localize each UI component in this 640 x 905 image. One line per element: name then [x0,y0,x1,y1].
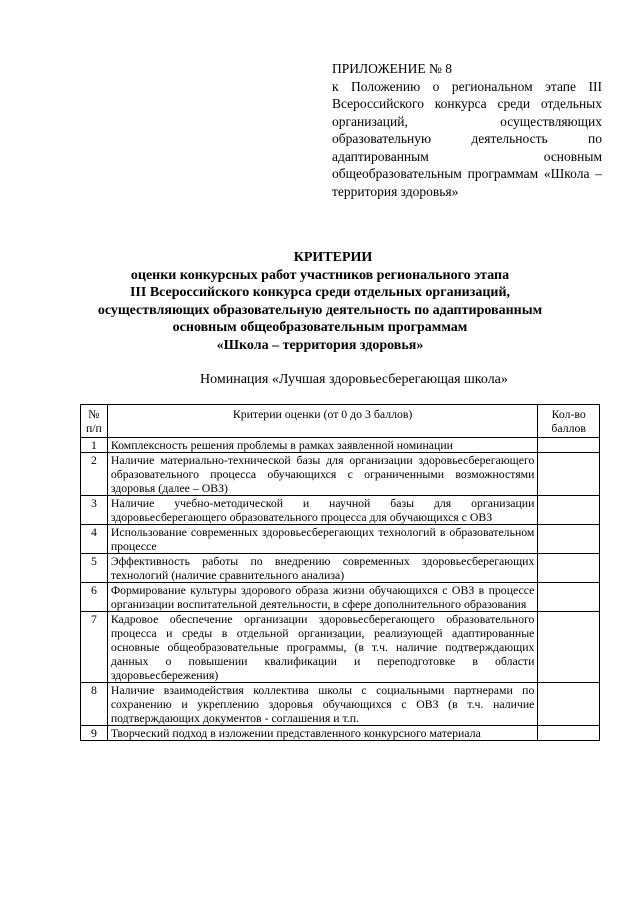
row-score-cell[interactable] [538,612,600,683]
criteria-table [80,404,600,741]
appendix-block [332,60,602,200]
row-score-cell[interactable] [538,726,600,741]
row-score-cell[interactable] [538,583,600,612]
row-criterion: Наличие взаимодействия коллектива школы с социальными партнерами по сохранению и укреплению здоровья обучающихся с ОВЗ (в т.ч. наличие подтверждающих документов - соглашения и т.п. [107,683,538,726]
row-criterion: Наличие учебно-методической и научной базы для организации здоровьесберегающего образовательного процесса для обучающихся с ОВЗ [107,496,538,525]
appendix-reference: к Положению о региональном этапе III Всероссийского конкурса среди отдельных организаций, осуществляющих образовательную деятельность по адаптированным основным общеобразовательным программам «Школа – территория здоровья» [332,78,602,199]
row-number: 2 [81,453,108,496]
table-row [81,496,600,525]
title-line: «Школа – территория здоровья» [216,337,424,353]
row-score-cell[interactable] [538,554,600,583]
table-row [81,525,600,554]
row-number: 5 [81,554,108,583]
title-line: оценки конкурсных работ участников регионального этапа [130,267,510,283]
nomination-label: Номинация «Лучшая здоровьесберегающая школа» [200,372,508,387]
table-row [81,554,600,583]
row-number: 3 [81,496,108,525]
table-row [81,453,600,496]
row-number: 8 [81,683,108,726]
row-criterion: Комплексность решения проблемы в рамках заявленной номинации [107,438,538,453]
row-number: 9 [81,726,108,741]
row-criterion: Эффективность работы по внедрению современных здоровьесберегающих технологий (наличие сравнительного анализа) [107,554,538,583]
title-line: III Всероссийского конкурса среди отдельных организаций, [129,285,511,301]
row-number: 1 [81,438,108,453]
table-row [81,583,600,612]
header-num: № п/п [81,405,108,438]
row-score-cell[interactable] [538,496,600,525]
row-score-cell[interactable] [538,438,600,453]
table-header-row [81,405,600,438]
document-title [70,249,570,355]
row-criterion: Кадровое обеспечение организации здоровьесберегающего образовательного процесса и среды в отдельной организации, реализующей адаптированные основные общеобразовательные программы, (в т.ч. наличие подтверждающих данных о повышении квалификации и переподготовке в области здоровьесбережения) [107,612,538,683]
row-criterion: Творческий подход в изложении представленного конкурсного материала [107,726,538,741]
table-row [81,438,600,453]
table-row [81,726,600,741]
header-score: Кол-во баллов [538,405,600,438]
row-score-cell[interactable] [538,453,600,496]
row-criterion: Наличие материально-технической базы для организации здоровьесберегающего образовательного процесса обучающихся с ограниченными возможностями здоровья (далее – ОВЗ) [107,453,538,496]
row-score-cell[interactable] [538,683,600,726]
header-criteria: Критерии оценки (от 0 до 3 баллов) [107,405,538,438]
row-criterion: Формирование культуры здорового образа жизни обучающихся с ОВЗ в процессе организации воспитательной деятельности, в сфере дополнительного образования [107,583,538,612]
row-number: 4 [81,525,108,554]
row-number: 7 [81,612,108,683]
row-criterion: Использование современных здоровьесберегающих технологий в образовательном процессе [107,525,538,554]
row-number: 6 [81,583,108,612]
title-line: осуществляющих образовательную деятельность по адаптированным [97,302,543,318]
row-score-cell[interactable] [538,525,600,554]
table-row [81,612,600,683]
title-line: основным общеобразовательным программам [172,320,468,336]
title-heading: КРИТЕРИИ [293,250,373,265]
appendix-number: ПРИЛОЖЕНИЕ № 8 [332,61,453,76]
table-row [81,683,600,726]
